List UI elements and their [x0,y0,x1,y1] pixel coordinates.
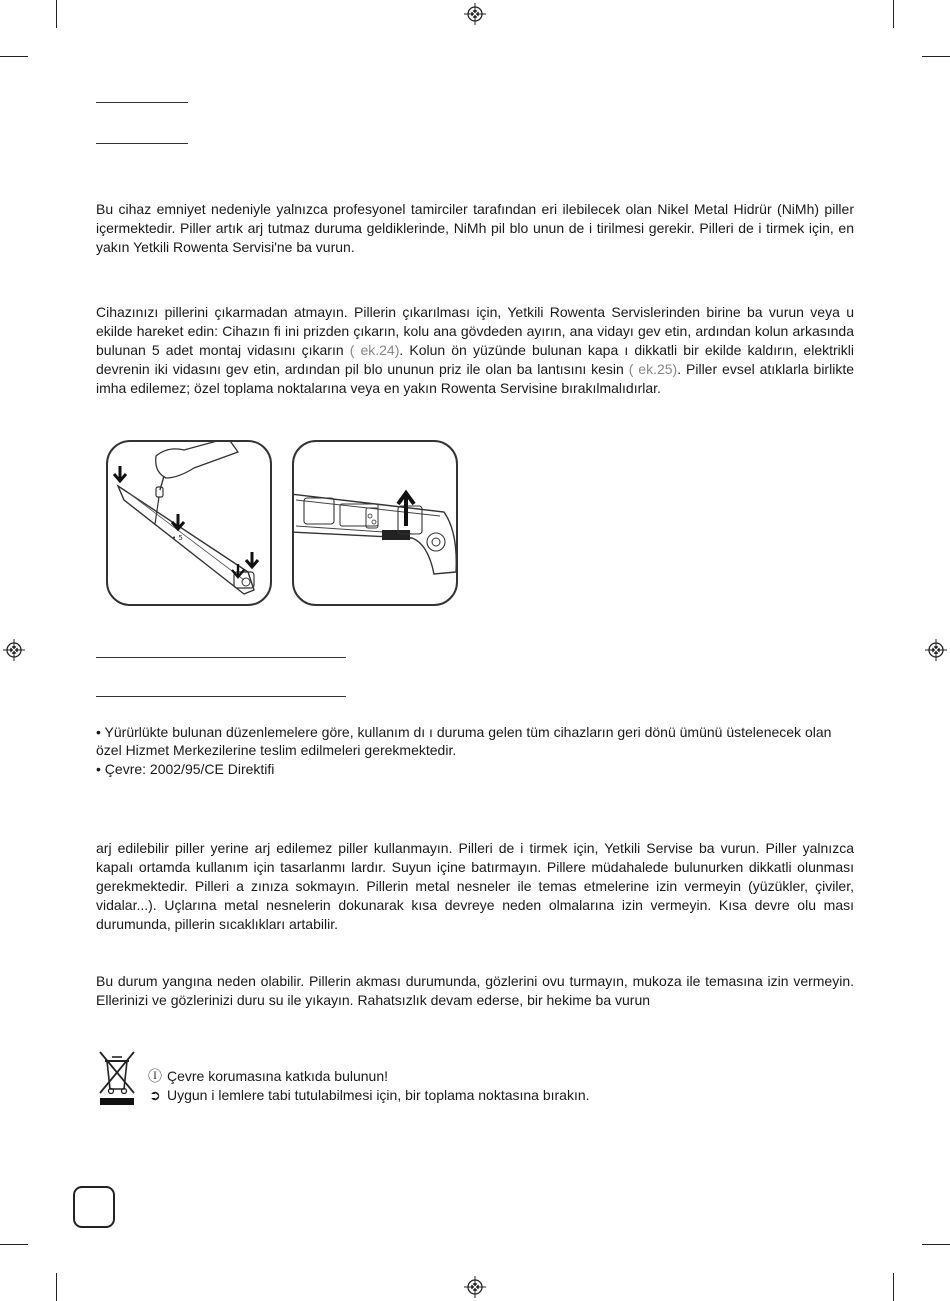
removal-text-part1: Cihazınızı pillerini çıkarmadan atmayın. Pillerin çıkarılması için, Yetkili Rowenta Servislerinden birine ba vurun veya u ekilde hareket edin: Cihazın fi ini prizden çıkarın, kolu ana gövdeden ayırın, ana vidayı gev etin, ardından kolun arkasında bulunan 5 adet montaj vidasını çıkarın [96,304,854,358]
svg-text:• 5: • 5 [172,534,183,542]
figure-25-lift-cover [292,440,458,606]
environment-line-1 [148,1067,388,1086]
battery-pack-lift-illustration [294,442,456,604]
crop-mark [922,56,950,57]
crop-mark [893,0,894,28]
crop-mark [0,1244,28,1245]
registration-mark-icon [464,1276,486,1298]
section-rule [96,102,188,103]
crop-mark [922,1244,950,1245]
crossed-out-wheelie-bin-icon [97,1049,137,1107]
registration-mark-icon [464,3,486,25]
figure-25-reference: ( ek.25) [628,361,678,377]
crop-mark [56,0,57,28]
environment-text-1: Çevre korumasına katkıda bulunun! [167,1068,389,1084]
page-number-box [73,1186,115,1228]
info-icon: Ⓘ [148,1068,162,1084]
section-rule [96,657,346,658]
figure-24-reference: ( ek.24) [349,342,400,358]
battery-info-paragraph: Bu cihaz emniyet nedeniyle yalnızca profesyonel tamirciler tarafından eri ilebilecek olan Nikel Metal Hidrür (NiMh) piller içermektedir. Piller artık arj tutmaz duruma geldiklerinde, NiMh pil blo unun de i tirilmesi gerekir. Pilleri de i tirmek için, en yakın Yetkili Rowenta Servisi'ne ba vurun. [96,201,854,255]
battery-safety-paragraph: arj edilebilir piller yerine arj edilemez piller kullanmayın. Pilleri de i tirmek için, Yetkili Servise ba vurun. Piller yalnızca kapalı ortamda kullanım için tasarlanmı lardır. Suyun içine batırmayın. Pillere müdahalede bulunurken dikkatli olunması gerekmektedir. Pilleri a zınıza sokmayın. Pillerin metal nesneler ile temas etmelerine izin vermeyin (yüzükler, çiviler, vidalar...). Uçlarına metal nesnelerin dokunarak kısa devreye neden olmalarına izin vermeyin. Kısa devre olu ması durumunda, pillerin sıcaklıkları artabilir. [96,840,854,932]
crop-mark [0,56,28,57]
crop-mark [893,1273,894,1301]
environment-directive-bullet: • Çevre: 2002/95/CE Direktifi [96,761,275,777]
removal-text-part2: . Kolun ön yüzünde bulunan kapa ı dikkatli bir ekilde kaldırın, elektrikli devrenin iki vidasını gev etin, ardından pil blo ununun priz ile olan ba lantısını kesin [96,342,855,377]
section-rule [96,696,346,697]
registration-mark-icon [3,639,25,661]
figure-24-unscrew-handle [106,440,272,606]
section-rule [96,143,188,144]
registration-mark-icon [925,639,947,661]
crop-mark [56,1273,57,1301]
battery-removal-paragraph [96,303,854,398]
recycling-regulation-bullet: • Yürürlükte bulunan düzenlemelere göre, kullanım dı ı duruma gelen tüm cihazların geri dönü ümünü üstelenecek olan özel Hizmet Merkezilerine teslim edilmeleri gerekmektedir. [96,724,832,758]
environment-line-2 [148,1086,590,1105]
environment-text-2: Uygun i lemlere tabi tutulabilmesi için, bir toplama noktasına bırakın. [167,1087,590,1103]
battery-leak-paragraph: Bu durum yangına neden olabilir. Pillerin akması durumunda, gözlerini ovu turmayın, mukoza ile temasına izin vermeyin. Ellerinizi ve gözlerinizi duru su ile yıkayın. Rahatsızlık devam ederse, bir hekime ba vurun [96,973,854,1008]
arrow-bullet-icon: ➲ [149,1087,161,1103]
removal-text-part3: . Piller evsel atıklarla birlikte imha edilemez; özel toplama noktalarına veya en yakın Rowenta Servisine bırakılmalıdırlar. [96,361,854,396]
screwdriver-and-handle-illustration [108,442,270,604]
